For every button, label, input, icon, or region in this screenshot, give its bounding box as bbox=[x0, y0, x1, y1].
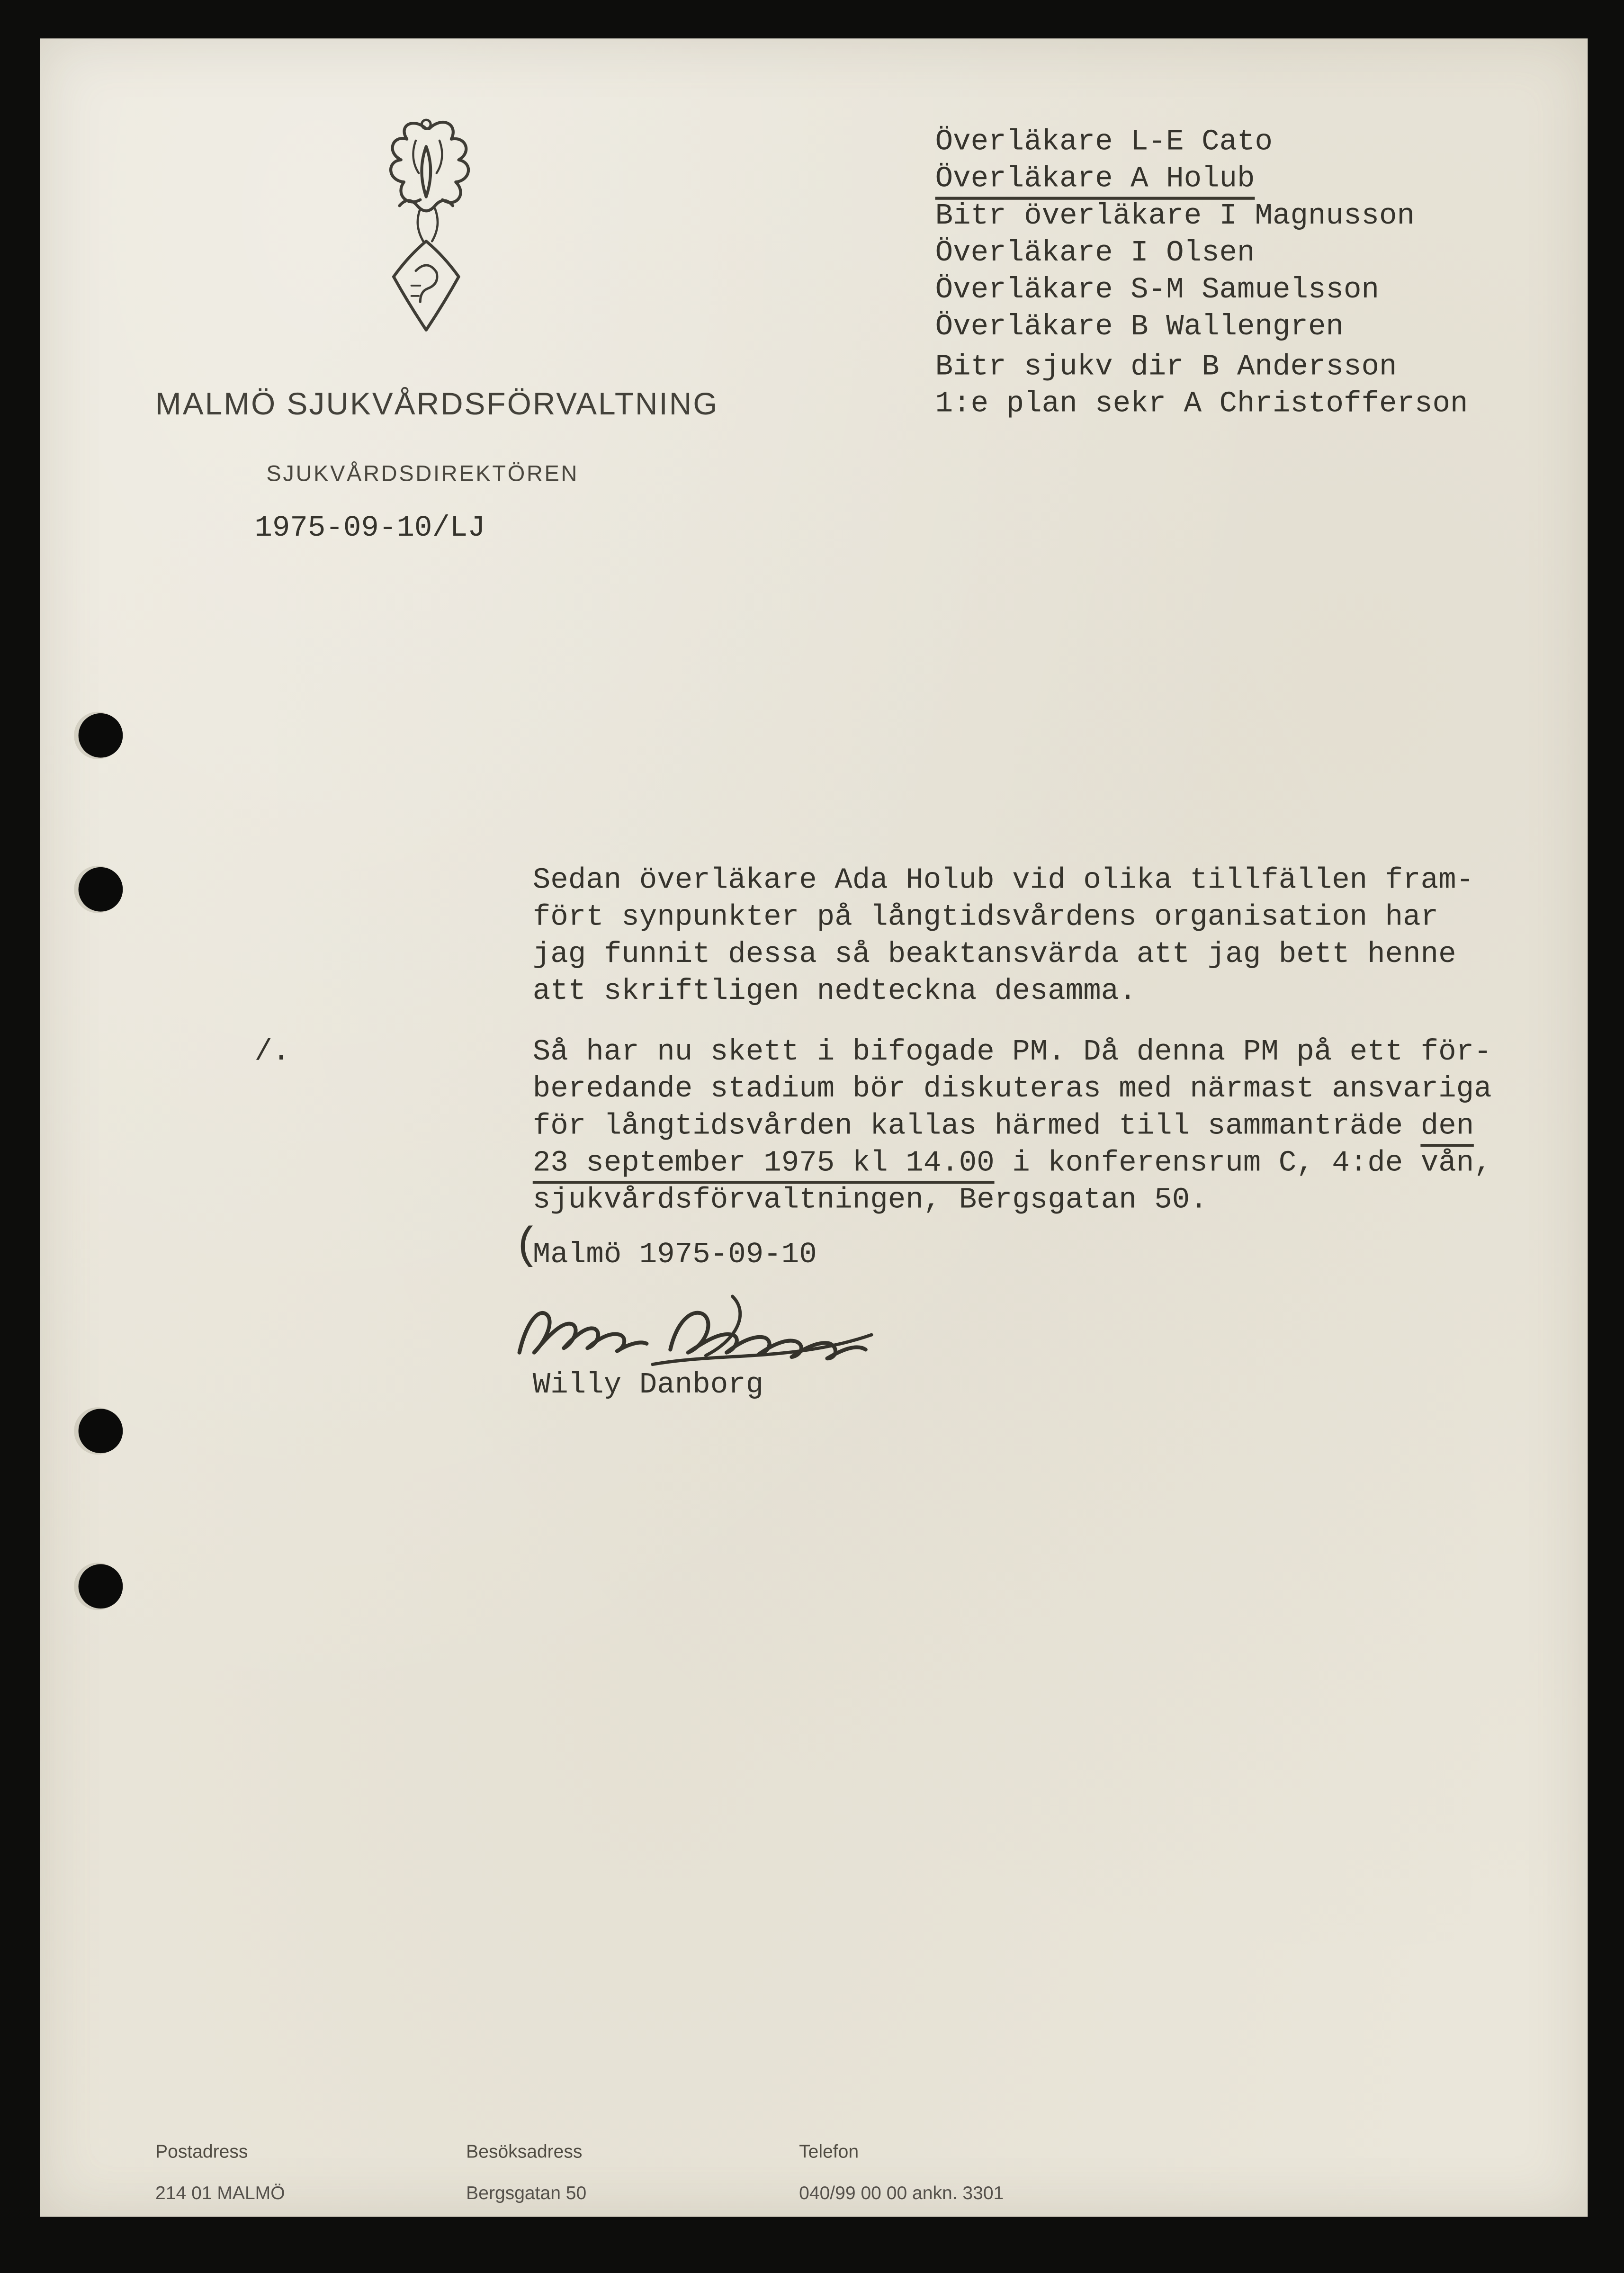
handwritten-signature bbox=[511, 1276, 880, 1373]
punch-hole bbox=[79, 867, 123, 912]
place-date-line: Malmö 1975-09-10 bbox=[532, 1239, 817, 1273]
recipient-list-secondary bbox=[935, 349, 1468, 423]
footer-label-besoksadress: Besöksadress bbox=[466, 2141, 583, 2162]
footer-label-postadress: Postadress bbox=[155, 2141, 248, 2162]
footer-telephone bbox=[799, 2141, 1004, 2203]
text-line: 1:e plan sekr A Christofferson bbox=[935, 387, 1468, 422]
malmo-coat-of-arms-icon bbox=[352, 111, 500, 362]
text-line: Överläkare L-E Cato bbox=[935, 126, 1273, 160]
footer-visit-address bbox=[466, 2141, 586, 2203]
text-line: jag funnit dessa så beaktansvärda att jag bett henne bbox=[532, 938, 1456, 972]
footer-value-postadress: 214 01 MALMÖ bbox=[155, 2183, 285, 2204]
underlined-text: 23 september 1975 kl 14.00 bbox=[533, 1147, 995, 1184]
text-line: sjukvårdsförvaltningen, Bergsgatan 50. bbox=[532, 1184, 1208, 1218]
underlined-text: Överläkare A Holub bbox=[935, 163, 1255, 200]
punch-hole bbox=[79, 713, 123, 758]
punch-hole bbox=[79, 1564, 123, 1608]
organization-name: MALMÖ SJUKVÅRDSFÖRVALTNING bbox=[155, 387, 719, 422]
body-paragraph-1 bbox=[533, 862, 1474, 1010]
text-line: beredande stadium bör diskuteras med närmast ansvariga bbox=[532, 1073, 1492, 1107]
text-line: 23 september 1975 kl 14.00 i konferensrum C, 4:de vån, bbox=[533, 1145, 1492, 1182]
text-line: för långtidsvården kallas härmed till sammanträde den bbox=[533, 1108, 1492, 1145]
footer-postal-address bbox=[155, 2141, 285, 2203]
underlined-text: den bbox=[1421, 1110, 1474, 1147]
text-line: Bitr sjukv dir B Andersson bbox=[935, 350, 1397, 385]
text-line bbox=[935, 162, 1415, 198]
text-line: Så har nu skett i bifogade PM. Då denna PM på ett för- bbox=[532, 1036, 1492, 1070]
footer-value-besoksadress: Bergsgatan 50 bbox=[466, 2183, 587, 2204]
text-line: fört synpunkter på långtidsvårdens organisation har bbox=[532, 901, 1439, 935]
margin-mark: /. bbox=[254, 1036, 290, 1070]
footer-label-telefon: Telefon bbox=[799, 2141, 859, 2162]
signature-name: Willy Danborg bbox=[532, 1369, 764, 1403]
text-line: Överläkare S-M Samuelsson bbox=[935, 274, 1380, 308]
text-line: Överläkare I Olsen bbox=[935, 236, 1255, 271]
text-line: Överläkare B Wallengren bbox=[935, 311, 1344, 345]
text-line: att skriftligen nedteckna desamma. bbox=[532, 975, 1137, 1009]
recipient-list-primary bbox=[935, 124, 1415, 346]
body-paragraph-2 bbox=[533, 1034, 1492, 1220]
department-name: SJUKVÅRDSDIREKTÖREN bbox=[266, 461, 579, 487]
footer-value-telefon: 040/99 00 00 ankn. 3301 bbox=[799, 2183, 1004, 2204]
date-reference: 1975-09-10/LJ bbox=[254, 512, 485, 546]
pen-bracket-mark: ( bbox=[513, 1222, 540, 1273]
footer bbox=[40, 2141, 1588, 2230]
punch-hole bbox=[79, 1409, 123, 1453]
text-line: Bitr överläkare I Magnusson bbox=[935, 199, 1415, 234]
text-line: Sedan överläkare Ada Holub vid olika tillfällen fram- bbox=[532, 864, 1474, 898]
letter-paper bbox=[40, 38, 1588, 2217]
